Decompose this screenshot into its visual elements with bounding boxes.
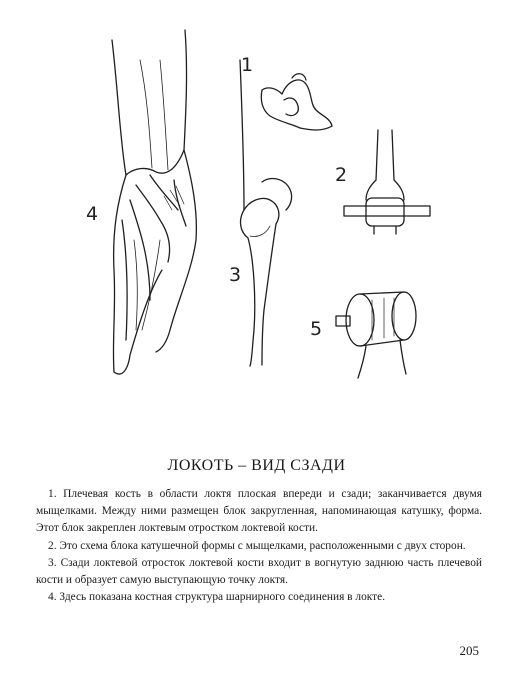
figure-label-2: 2 bbox=[335, 164, 348, 186]
figure-label-4: 4 bbox=[86, 203, 99, 225]
ulna-olecranon-sketch bbox=[240, 60, 292, 366]
arm-back-view-sketch bbox=[112, 30, 196, 374]
figure-label-1: 1 bbox=[241, 54, 254, 76]
figure-label-5: 5 bbox=[310, 318, 323, 340]
note-paragraph: 1. Плечевая кость в области локтя плоская впереди и сзади; заканчивается двумя мыщелками. Между ними размещен блок закругленная, напоминающая катушку, форма. Этот блок закреплен локтевым отростком локтевой кости. bbox=[36, 488, 482, 535]
section-title: ЛОКОТЬ – ВИД СЗАДИ bbox=[167, 457, 346, 474]
note-paragraph: 2. Это схема блока катушечной формы с мыщелками, расположенными с двух сторон. bbox=[48, 539, 466, 552]
humerus-distal-end-sketch bbox=[261, 74, 332, 130]
page-number: 205 bbox=[459, 643, 479, 658]
spool-bone-sketch bbox=[336, 292, 416, 378]
note-paragraph: 4. Здесь показана костная структура шарнирного соединения в локте. bbox=[48, 591, 386, 604]
spool-schematic-sketch bbox=[344, 130, 430, 234]
figure-label-3: 3 bbox=[229, 264, 242, 286]
notes-list bbox=[36, 486, 482, 606]
note-paragraph: 3. Сзади локтевой отросток локтевой кости входит в вогнутую заднюю часть плечевой кости и образует самую выступающую точку локтя. bbox=[36, 556, 482, 587]
